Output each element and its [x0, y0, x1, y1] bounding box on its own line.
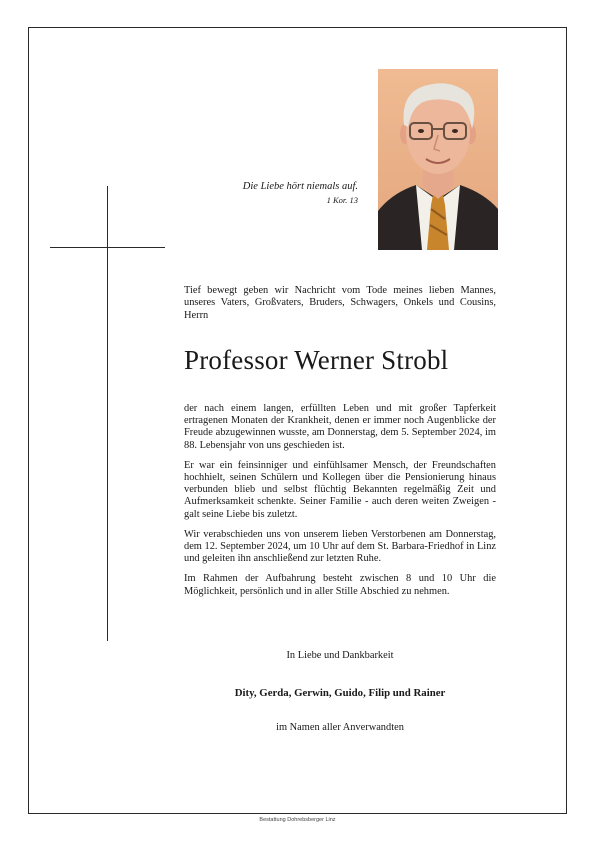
quote-text: Die Liebe hört niemals auf.	[242, 181, 358, 192]
closing-line: In Liebe und Dankbarkeit	[286, 650, 394, 661]
portrait-photo	[378, 69, 498, 250]
intro-text: Tief bewegt geben wir Nachricht vom Tode meines lieben Mannes, unseres Vaters, Großvaters, Bruders, Schwagers, Onkels und Cousins, Herrn	[184, 285, 496, 321]
cross-horizontal-bar	[50, 247, 165, 248]
mourners-names: Dity, Gerda, Gerwin, Guido, Filip und Rainer	[234, 687, 446, 699]
deceased-name: Professor Werner Strobl	[184, 345, 449, 375]
paragraph: Im Rahmen der Aufbahrung besteht zwischen 8 und 10 Uhr die Möglichkeit, persönlich und in aller Stille Abschied zu nehmen.	[184, 573, 496, 597]
paragraph: Er war ein feinsinniger und einfühlsamer Mensch, der Freundschaften hochhielt, seinen Schülern und Kollegen über die Pensionierung hinaus verbunden blieb und selbst flüchtig Bekannten regelmäßig Zeit und Aufmerksamkeit schenkte. Seiner Familie - auch deren weiten Zweigen - galt seine Liebe bis zuletzt.	[184, 459, 496, 520]
paragraph: Wir verabschieden uns von unserem lieben Verstorbenen am Donnerstag, dem 12. September 2024, um 10 Uhr auf dem St. Barbara-Friedhof in Linz und geleiten ihn anschließend zur letzten Ruhe.	[184, 528, 496, 565]
footer-imprint: Bestattung Dohrebsberger Linz	[259, 817, 336, 823]
paragraph: der nach einem langen, erfüllten Leben und mit großer Tapferkeit ertragenen Monaten der Krankheit, denen er immer noch Augenblicke der Freude abzugewinnen wusste, am Donnerstag, dem 5. September 2024, im 88. Lebensjahr von uns geschieden ist.	[184, 403, 496, 451]
quote-reference: 1 Kor. 13	[326, 195, 358, 205]
bible-quote	[170, 180, 358, 206]
cross-vertical-bar	[107, 186, 108, 641]
relatives-line: im Namen aller Anverwandten	[276, 722, 404, 733]
obituary-body	[184, 403, 496, 606]
